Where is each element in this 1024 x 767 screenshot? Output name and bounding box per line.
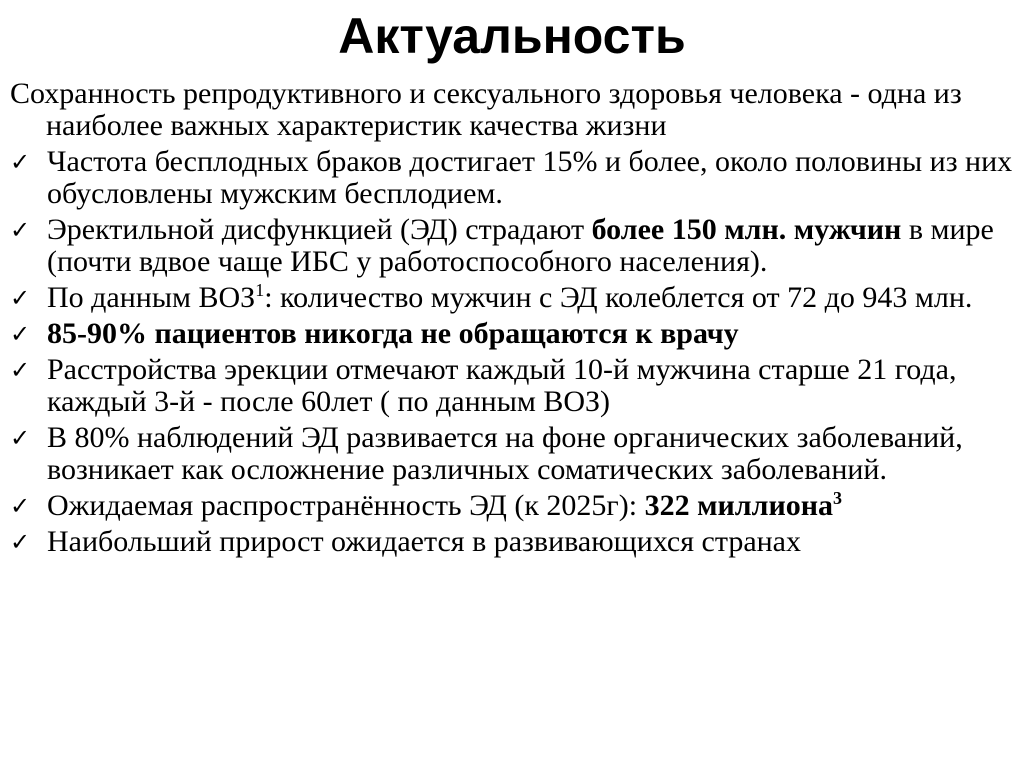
slide-title: Актуальность xyxy=(338,8,686,64)
item-text: Расстройства эрекции отмечают каждый 10-й мужчина старше 21 года, каждый 3-й - после 60лет ( по данным ВОЗ) xyxy=(47,353,957,418)
item-text: Частота бесплодных браков достигает 15% и более, около половины из них обусловлены мужским бесплодием. xyxy=(47,145,1013,210)
list-item xyxy=(10,354,1020,418)
footnote-ref: 1 xyxy=(255,280,265,300)
check-mark-icon: ✓ xyxy=(10,320,31,348)
item-bold-text: более 150 млн. мужчин xyxy=(591,213,902,246)
list-item xyxy=(10,146,1020,210)
item-text: Наибольший прирост ожидается в развивающихся странах xyxy=(47,525,801,558)
check-mark-icon: ✓ xyxy=(10,528,31,556)
item-text: : количество мужчин с ЭД колеблется от 72 до 943 млн. xyxy=(264,281,973,314)
item-text: В 80% наблюдений ЭД развивается на фоне органических заболеваний, возникает как осложнение различных соматических заболеваний. xyxy=(47,421,963,486)
item-text: По данным ВОЗ xyxy=(47,281,256,314)
item-bold-value: 322 миллиона xyxy=(644,489,834,522)
list-item xyxy=(10,422,1020,486)
list-item xyxy=(10,526,1020,558)
intro-paragraph: Сохранность репродуктивного и сексуального здоровья человека - одна из наиболее важных характеристик качества жизни xyxy=(10,77,962,142)
item-text: Эректильной дисфункцией (ЭД) страдают xyxy=(47,213,592,246)
check-mark-icon: ✓ xyxy=(10,148,31,176)
check-mark-icon: ✓ xyxy=(10,424,31,452)
list-item xyxy=(10,282,1020,314)
item-text: в мире (почти вдвое чаще ИБС у работоспособного населения). xyxy=(47,213,994,278)
footnote-ref: 3 xyxy=(833,488,843,508)
list-item xyxy=(10,490,1020,522)
item-bold-text xyxy=(645,489,842,522)
check-mark-icon: ✓ xyxy=(10,356,31,384)
list-item xyxy=(10,214,1020,278)
slide-content xyxy=(10,78,1020,562)
check-mark-icon: ✓ xyxy=(10,284,31,312)
item-bold-text: 85-90% пациентов никогда не обращаются к врачу xyxy=(47,317,739,350)
check-mark-icon: ✓ xyxy=(10,216,31,244)
check-mark-icon: ✓ xyxy=(10,492,31,520)
item-text: Ожидаемая распространённость ЭД (к 2025г): xyxy=(47,489,645,522)
list-item xyxy=(10,318,1020,350)
